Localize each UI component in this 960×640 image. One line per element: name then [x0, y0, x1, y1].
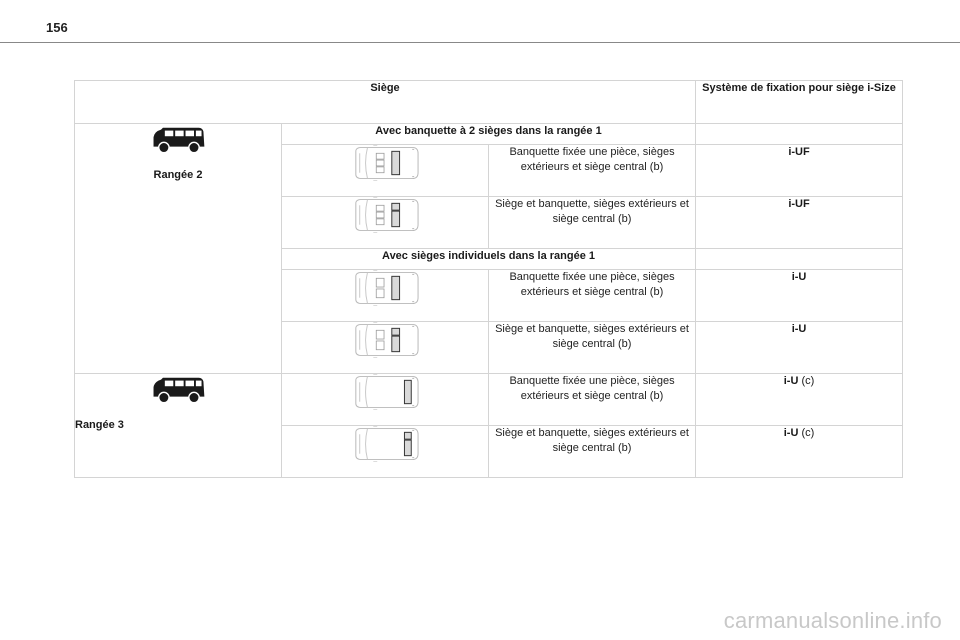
seat-diagram-cell	[282, 197, 489, 249]
seat-diagram-cell	[282, 322, 489, 374]
seat-description: Siège et banquette, sièges extérieurs et siège central (b)	[489, 322, 696, 374]
fixation-value: i-U	[791, 271, 807, 283]
fixation-value-cell	[696, 145, 903, 197]
fixation-value-cell	[696, 270, 903, 322]
row-label-cell	[75, 124, 282, 374]
header-isize-system	[696, 81, 903, 124]
seat-diagram-cell	[282, 426, 489, 478]
car-top-view-icon	[350, 197, 420, 233]
fixation-note: (c)	[801, 375, 815, 387]
fixation-value: i-UF	[788, 198, 810, 210]
section-heading: Avec banquette à 2 sièges dans la rangée 1	[282, 124, 696, 145]
van-icon	[148, 124, 208, 156]
fixation-note: (c)	[801, 427, 815, 439]
seat-diagram-cell	[282, 374, 489, 426]
fixation-value: i-U	[783, 375, 799, 387]
header-rule	[0, 42, 960, 43]
header-isize-system-label: Système de fixation pour siège i-Size	[702, 82, 896, 94]
watermark: carmanualsonline.info	[723, 608, 942, 633]
row-label: Rangée 2	[153, 169, 203, 181]
section-heading-empty	[696, 249, 903, 270]
fixation-value-cell	[696, 197, 903, 249]
car-top-view-icon	[350, 374, 420, 410]
page-number: 156	[46, 20, 68, 35]
fixation-value: i-U	[791, 323, 807, 335]
seat-diagram-cell	[282, 270, 489, 322]
row-label-cell	[75, 374, 282, 478]
section-heading-row	[75, 124, 903, 145]
car-top-view-icon	[350, 270, 420, 306]
car-top-view-icon	[350, 426, 420, 462]
header-seat: Siège	[75, 81, 696, 124]
seat-description: Siège et banquette, sièges extérieurs et siège central (b)	[489, 197, 696, 249]
car-top-view-icon	[350, 322, 420, 358]
fixation-value-cell	[696, 374, 903, 426]
fixation-value-cell	[696, 322, 903, 374]
seat-diagram-cell	[282, 145, 489, 197]
van-icon	[148, 374, 208, 406]
seat-description: Banquette fixée une pièce, sièges extérieurs et siège central (b)	[489, 270, 696, 322]
seat-description: Banquette fixée une pièce, sièges extérieurs et siège central (b)	[489, 145, 696, 197]
row-label: Rangée 3	[75, 419, 124, 431]
car-top-view-icon	[350, 145, 420, 181]
table-header-row	[75, 81, 903, 124]
section-heading-empty	[696, 124, 903, 145]
table-row	[75, 374, 903, 426]
fixation-value-cell	[696, 426, 903, 478]
fixation-value: i-UF	[788, 146, 810, 158]
seat-description: Siège et banquette, sièges extérieurs et siège central (b)	[489, 426, 696, 478]
fixation-value: i-U	[783, 427, 799, 439]
child-seat-fixation-table	[74, 80, 903, 478]
section-heading: Avec sièges individuels dans la rangée 1	[282, 249, 696, 270]
seat-description: Banquette fixée une pièce, sièges extérieurs et siège central (b)	[489, 374, 696, 426]
